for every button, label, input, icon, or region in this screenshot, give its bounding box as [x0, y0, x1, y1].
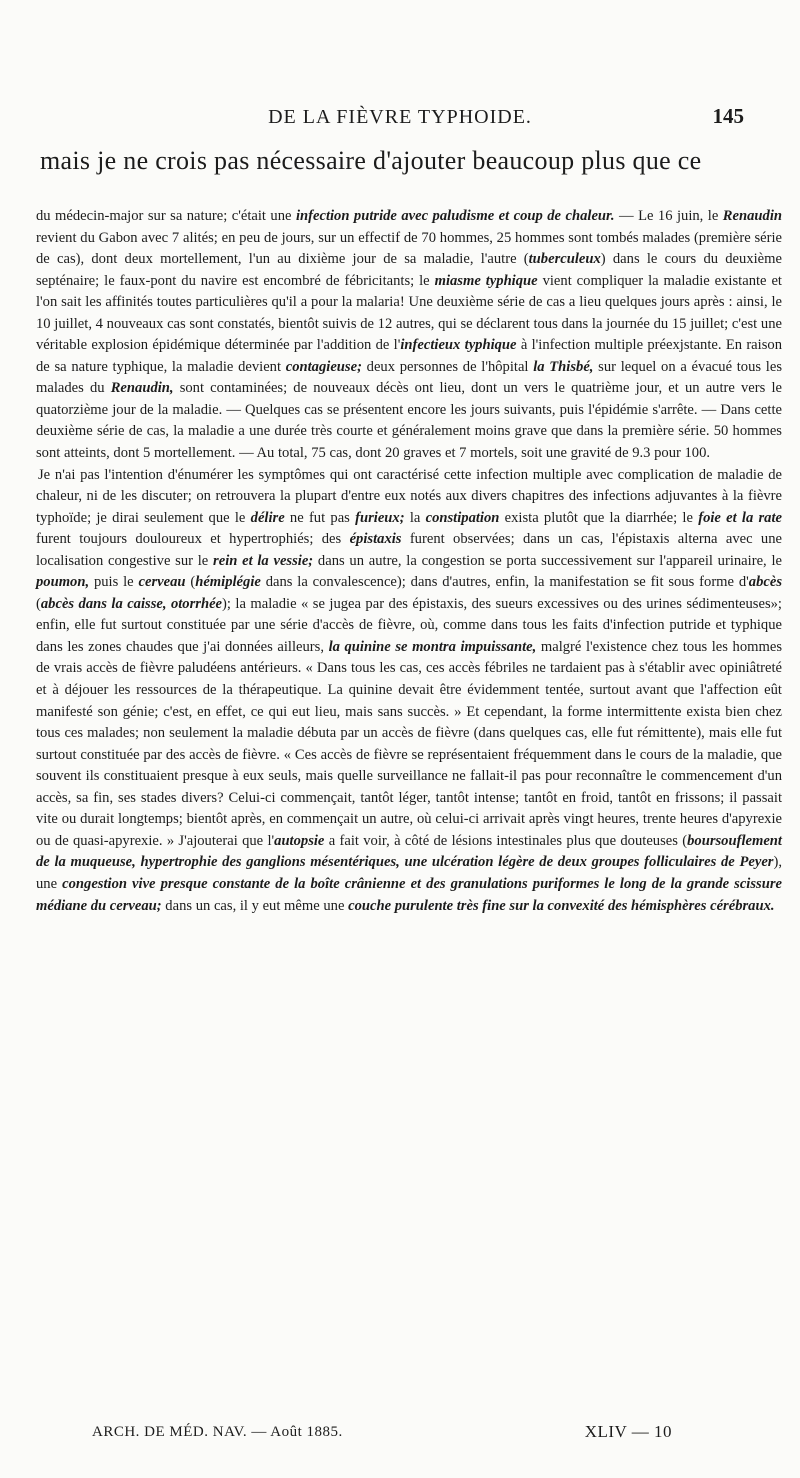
emphasized-text: tuberculeux	[528, 251, 601, 268]
text-run: vient compliquer la maladie existante et l'on sait les affinités toutes particulières qu'il a pour la malaria! Une deuxième série de cas a lieu quelques jours après : ainsi, le 10 juillet, 4 nouveaux cas sont constatés, bientôt suivis de 12 autres, qui se déclarent tous dans la journée du 15 juillet; c'est une véritable explosion épidémique déterminée par l'addition de l'	[36, 272, 782, 354]
body-text	[36, 206, 782, 917]
carryover-line: mais je ne crois pas nécessaire d'ajouter beaucoup plus que ce	[40, 146, 702, 175]
emphasized-text: délire	[250, 509, 285, 526]
text-run: — Le 16 juin, le	[614, 208, 723, 224]
text-run: ); la maladie « se jugea par des épistaxis, des sueurs excessives ou des urines sédimenteuses»; enfin, elle fut surtout constituée par une série d'accès de fièvre, où, comme dans tous les faits d'infection putride et typhique dans les zones chaudes que j'ai données ailleurs,	[36, 595, 782, 655]
emphasized-text: couche purulente très fine sur la convexité des hémisphères cérébraux.	[348, 897, 775, 914]
text-run: furent observées; dans un cas, l'épistaxis alterna avec une localisation congestive sur le	[36, 531, 782, 569]
emphasized-text: poumon,	[36, 574, 90, 591]
emphasized-text: la quinine se montra impuissante,	[328, 638, 537, 655]
text-run: deux personnes de l'hôpital	[361, 358, 534, 375]
emphasized-text: furieux;	[355, 509, 405, 526]
text-run: sur lequel on a évacué tous les malades du	[36, 358, 782, 397]
emphasized-text: rein et la vessie;	[213, 552, 314, 569]
running-title: DE LA FIÈVRE TYPHOIDE.	[268, 106, 532, 128]
emphasized-text: boursouflement de la muqueuse, hypertrophie des ganglions mésentériques, une ulcération légère de deux groupes folliculaires de Peyer	[36, 832, 782, 871]
emphasized-text: abcès dans la caisse, otorrhée	[40, 595, 223, 612]
emphasized-text: autopsie	[274, 832, 325, 849]
text-run: a fait voir, à côté de lésions intestinales plus que douteuses (	[324, 832, 688, 849]
emphasized-text: congestion vive presque constante de la boîte crânienne et des granulations puriformes le long de la grande scissure médiane du cerveau;	[36, 875, 782, 914]
text-run: dans un cas, il y eut même une	[161, 897, 349, 914]
text-run: dans la convalescence); dans d'autres, enfin, la manifestation se fit sous forme d'	[260, 574, 749, 591]
text-run: (	[185, 574, 196, 591]
text-run: puis le	[89, 574, 139, 591]
signature-mark: XLIV — 10	[584, 1422, 672, 1441]
text-run: dans un autre, la congestion se porta successivement sur l'appareil urinaire, le	[313, 552, 782, 569]
text-run: revient du Gabon avec 7 alités; en peu de jours, sur un effectif de 70 hommes, 25 hommes sont tombés malades (première série de cas), dont deux mortellement, l'un au dixième jour de sa maladie, l'autre (	[36, 229, 782, 268]
text-run: ne fut pas	[284, 509, 356, 526]
emphasized-text: constipation	[425, 509, 500, 526]
emphasized-text: abcès	[748, 574, 782, 591]
emphasized-text: infectieux typhique	[400, 337, 517, 354]
paragraph-1	[36, 206, 782, 465]
emphasized-text: épistaxis	[349, 531, 402, 548]
emphasized-text: la Thisbé,	[533, 358, 594, 375]
text-run: exista plutôt que la diarrhée; le	[499, 509, 699, 526]
text-run: malgré l'existence chez tous les hommes de vrais accès de fièvre paludéens antérieurs. « Dans tous les cas, ces accès fébriles ne tardaient pas à s'établir avec opiniâtreté et à déjouer les ressources de la thérapeutique. La quinine devait être évidemment tentée, surtout avant que l'affection eût manifesté son génie; c'est, en effet, ce qui eut lieu, mais sans succès. » Et cependant, la forme intermittente exista bien chez tous ces malades; non seulement la maladie débuta par un accès de fièvre (dans quelques cas, elle fut rémittente), mais elle fut surtout constituée par des accès de fièvre. « Ces accès de fièvre se représentaient fréquemment dans le cours de la maladie, que souvent ils constituaient presque à eux seuls, mais quelle surveillance ne fallait-il pas pour reconnaître le commencement d'un accès, sa fin, ses stades divers? Celui-ci commençait, tantôt léger, tantôt intense; tantôt en froid, tantôt en frissons; il passait vite ou durait longtemps; bientôt après, en commençait un autre, où celui-ci arrivait après vingt heures, trente heures d'apyrexie ou de quasi-apyrexie. » J'ajouterai que l'	[36, 638, 782, 849]
emphasized-text: cerveau	[138, 574, 186, 591]
text-run: Je n'ai pas l'intention d'énumérer les symptômes qui ont caractérisé cette infection multiple avec complication de maladie de chaleur, ni de les discuter; on retrouvera la plupart d'entre eux notés aux divers chapitres des infections adjuvantes à la fièvre typhoïde; je dirai seulement que le	[36, 466, 782, 526]
text-run: à l'infection multiple préexjstante. En raison de sa nature typhique, la maladie devient	[36, 337, 782, 375]
text-run: la	[404, 509, 426, 526]
page-header	[0, 100, 800, 140]
text-run: (	[36, 595, 41, 612]
emphasized-text: hémiplégie	[195, 574, 261, 591]
text-run: sont contaminées; de nouveaux décès ont lieu, dont un vers le quatrième jour, et un autre vers le quatorzième jour de la maladie. — Quelques cas se présentent encore les jours suivants, puis l'épidémie s'arrête. — Dans cette deuxième série de cas, la maladie a une durée très courte et généralement moins grave que dans la première série. 50 hommes sont atteints, dont 5 mortellement. — Au total, 75 cas, dont 20 graves et 7 mortels, soit une gravité de 9.3 pour 100.	[36, 380, 782, 462]
emphasized-text: contagieuse;	[285, 358, 362, 375]
text-run: ), une	[36, 854, 782, 892]
emphasized-text: Renaudin,	[110, 380, 174, 397]
emphasized-text: miasme typhique	[434, 272, 538, 289]
text-run: ) dans le cours du deuxième septénaire; le faux-pont du navire est encombré de fébricitants; le	[36, 251, 782, 289]
text-run: du médecin-major sur sa nature; c'était une	[36, 208, 296, 224]
emphasized-text: Renaudin	[722, 208, 782, 224]
emphasized-text: infection putride avec paludisme et coup de chaleur.	[295, 208, 615, 224]
page-number: 145	[712, 104, 744, 128]
journal-reference: ARCH. DE MÉD. NAV. — Août 1885.	[92, 1424, 343, 1440]
paragraph-2	[36, 465, 782, 917]
text-run: furent toujours douloureux et hypertrophiés; des	[36, 531, 350, 548]
emphasized-text: foie et la rate	[698, 509, 783, 526]
page-footer	[0, 1418, 800, 1448]
